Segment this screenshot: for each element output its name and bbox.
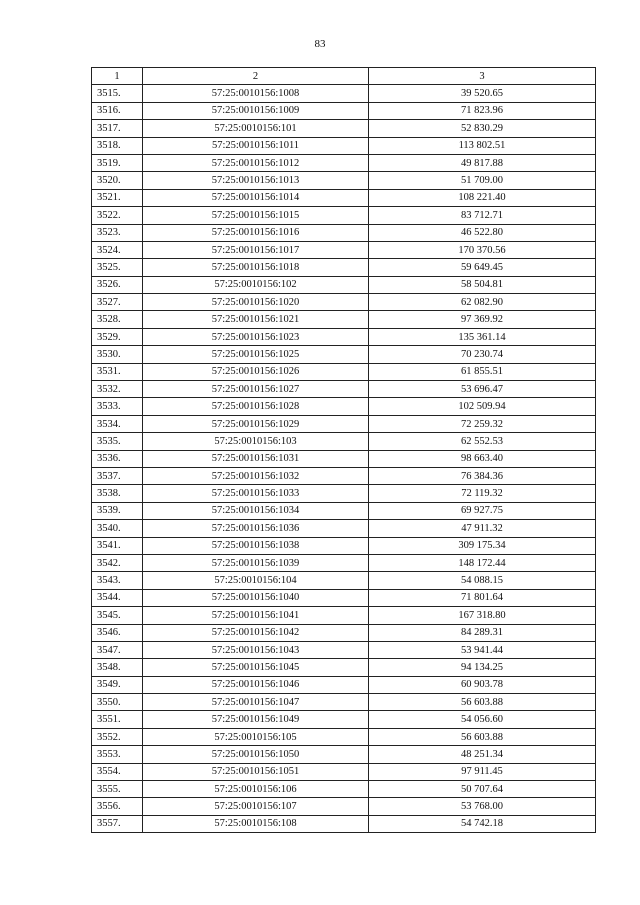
value-cell: 309 175.34 [369,537,596,554]
table-row [92,554,596,571]
column-header-cadastral-number: 2 [143,68,369,85]
table-row [92,172,596,189]
table-row [92,450,596,467]
row-index-cell: 3542. [92,554,143,571]
value-cell: 53 696.47 [369,381,596,398]
table-row [92,415,596,432]
row-index-cell: 3546. [92,624,143,641]
value-cell: 39 520.65 [369,85,596,102]
value-cell: 56 603.88 [369,728,596,745]
cadastral-number-cell: 57:25:0010156:104 [143,572,369,589]
value-cell: 170 370.56 [369,241,596,258]
table-row [92,311,596,328]
row-index-cell: 3535. [92,433,143,450]
value-cell: 72 259.32 [369,415,596,432]
cadastral-number-cell: 57:25:0010156:1031 [143,450,369,467]
row-index-cell: 3519. [92,154,143,171]
cadastral-number-cell: 57:25:0010156:1023 [143,328,369,345]
cadastral-number-cell: 57:25:0010156:107 [143,798,369,815]
row-index-cell: 3533. [92,398,143,415]
table-row [92,763,596,780]
row-index-cell: 3552. [92,728,143,745]
value-cell: 148 172.44 [369,554,596,571]
cadastral-number-cell: 57:25:0010156:1008 [143,85,369,102]
column-header-value: 3 [369,68,596,85]
cadastral-number-cell: 57:25:0010156:1036 [143,520,369,537]
table-row [92,137,596,154]
cadastral-number-cell: 57:25:0010156:1017 [143,241,369,258]
table-row [92,328,596,345]
row-index-cell: 3540. [92,520,143,537]
table-row [92,676,596,693]
cadastral-number-cell: 57:25:0010156:1050 [143,746,369,763]
cadastral-number-cell: 57:25:0010156:1042 [143,624,369,641]
value-cell: 47 911.32 [369,520,596,537]
table-row [92,798,596,815]
table-row [92,102,596,119]
cadastral-number-cell: 57:25:0010156:1011 [143,137,369,154]
cadastral-number-cell: 57:25:0010156:1033 [143,485,369,502]
row-index-cell: 3518. [92,137,143,154]
row-index-cell: 3541. [92,537,143,554]
table-row [92,189,596,206]
table-row [92,711,596,728]
table-row [92,694,596,711]
cadastral-number-cell: 57:25:0010156:1021 [143,311,369,328]
value-cell: 94 134.25 [369,659,596,676]
cadastral-number-cell: 57:25:0010156:1046 [143,676,369,693]
row-index-cell: 3547. [92,641,143,658]
value-cell: 53 768.00 [369,798,596,815]
value-cell: 54 088.15 [369,572,596,589]
value-cell: 46 522.80 [369,224,596,241]
value-cell: 84 289.31 [369,624,596,641]
table-row [92,294,596,311]
value-cell: 83 712.71 [369,207,596,224]
cadastral-number-cell: 57:25:0010156:1043 [143,641,369,658]
value-cell: 102 509.94 [369,398,596,415]
value-cell: 58 504.81 [369,276,596,293]
cadastral-number-cell: 57:25:0010156:102 [143,276,369,293]
table-row [92,781,596,798]
table-row [92,363,596,380]
row-index-cell: 3537. [92,467,143,484]
row-index-cell: 3530. [92,346,143,363]
row-index-cell: 3515. [92,85,143,102]
cadastral-number-cell: 57:25:0010156:1009 [143,102,369,119]
row-index-cell: 3544. [92,589,143,606]
row-index-cell: 3523. [92,224,143,241]
row-index-cell: 3531. [92,363,143,380]
cadastral-number-cell: 57:25:0010156:1049 [143,711,369,728]
table-row [92,589,596,606]
row-index-cell: 3521. [92,189,143,206]
cadastral-number-cell: 57:25:0010156:1040 [143,589,369,606]
value-cell: 62 082.90 [369,294,596,311]
table-row [92,520,596,537]
table-row [92,502,596,519]
cadastral-number-cell: 57:25:0010156:1034 [143,502,369,519]
value-cell: 72 119.32 [369,485,596,502]
value-cell: 51 709.00 [369,172,596,189]
cadastral-number-cell: 57:25:0010156:1026 [143,363,369,380]
row-index-cell: 3556. [92,798,143,815]
cadastral-number-cell: 57:25:0010156:1012 [143,154,369,171]
value-cell: 69 927.75 [369,502,596,519]
cadastral-number-cell: 57:25:0010156:1051 [143,763,369,780]
value-cell: 48 251.34 [369,746,596,763]
table-header-row [92,68,596,85]
table-row [92,276,596,293]
value-cell: 61 855.51 [369,363,596,380]
value-cell: 97 911.45 [369,763,596,780]
cadastral-number-cell: 57:25:0010156:1032 [143,467,369,484]
value-cell: 54 742.18 [369,815,596,832]
value-cell: 70 230.74 [369,346,596,363]
table-row [92,120,596,137]
page-number: 83 [314,38,326,50]
cadastral-number-cell: 57:25:0010156:1045 [143,659,369,676]
table-row [92,815,596,832]
cadastral-number-cell: 57:25:0010156:106 [143,781,369,798]
table-row [92,607,596,624]
table-row [92,381,596,398]
table-row [92,207,596,224]
table-row [92,624,596,641]
row-index-cell: 3527. [92,294,143,311]
column-header-index: 1 [92,68,143,85]
table-row [92,241,596,258]
cadastral-number-cell: 57:25:0010156:1018 [143,259,369,276]
cadastral-number-cell: 57:25:0010156:1028 [143,398,369,415]
table-row [92,728,596,745]
cadastral-number-cell: 57:25:0010156:1020 [143,294,369,311]
row-index-cell: 3550. [92,694,143,711]
cadastral-number-cell: 57:25:0010156:108 [143,815,369,832]
table-row [92,467,596,484]
row-index-cell: 3539. [92,502,143,519]
table-row [92,85,596,102]
table-row [92,572,596,589]
value-cell: 97 369.92 [369,311,596,328]
row-index-cell: 3538. [92,485,143,502]
value-cell: 54 056.60 [369,711,596,728]
cadastral-number-cell: 57:25:0010156:1025 [143,346,369,363]
row-index-cell: 3532. [92,381,143,398]
value-cell: 62 552.53 [369,433,596,450]
row-index-cell: 3549. [92,676,143,693]
row-index-cell: 3534. [92,415,143,432]
cadastral-number-cell: 57:25:0010156:1014 [143,189,369,206]
row-index-cell: 3517. [92,120,143,137]
cadastral-number-cell: 57:25:0010156:1038 [143,537,369,554]
row-index-cell: 3553. [92,746,143,763]
table-row [92,746,596,763]
cadastral-number-cell: 57:25:0010156:1015 [143,207,369,224]
cadastral-value-table [91,67,596,833]
cadastral-number-cell: 57:25:0010156:1029 [143,415,369,432]
value-cell: 76 384.36 [369,467,596,484]
row-index-cell: 3528. [92,311,143,328]
value-cell: 167 318.80 [369,607,596,624]
row-index-cell: 3516. [92,102,143,119]
table-row [92,346,596,363]
value-cell: 50 707.64 [369,781,596,798]
row-index-cell: 3536. [92,450,143,467]
cadastral-number-cell: 57:25:0010156:1039 [143,554,369,571]
cadastral-number-cell: 57:25:0010156:1027 [143,381,369,398]
row-index-cell: 3520. [92,172,143,189]
row-index-cell: 3543. [92,572,143,589]
row-index-cell: 3525. [92,259,143,276]
value-cell: 52 830.29 [369,120,596,137]
table-row [92,259,596,276]
value-cell: 59 649.45 [369,259,596,276]
row-index-cell: 3551. [92,711,143,728]
value-cell: 98 663.40 [369,450,596,467]
table-row [92,485,596,502]
table-row [92,537,596,554]
row-index-cell: 3545. [92,607,143,624]
table-body [92,85,596,833]
cadastral-number-cell: 57:25:0010156:103 [143,433,369,450]
table-row [92,433,596,450]
cadastral-number-cell: 57:25:0010156:1041 [143,607,369,624]
cadastral-number-cell: 57:25:0010156:1013 [143,172,369,189]
table-row [92,154,596,171]
cadastral-number-cell: 57:25:0010156:1016 [143,224,369,241]
value-cell: 60 903.78 [369,676,596,693]
row-index-cell: 3529. [92,328,143,345]
value-cell: 113 802.51 [369,137,596,154]
value-cell: 108 221.40 [369,189,596,206]
value-cell: 53 941.44 [369,641,596,658]
table-row [92,641,596,658]
table-row [92,224,596,241]
row-index-cell: 3522. [92,207,143,224]
cadastral-number-cell: 57:25:0010156:105 [143,728,369,745]
value-cell: 71 801.64 [369,589,596,606]
table-row [92,659,596,676]
table-row [92,398,596,415]
value-cell: 135 361.14 [369,328,596,345]
row-index-cell: 3524. [92,241,143,258]
row-index-cell: 3554. [92,763,143,780]
value-cell: 49 817.88 [369,154,596,171]
cadastral-number-cell: 57:25:0010156:1047 [143,694,369,711]
row-index-cell: 3555. [92,781,143,798]
cadastral-number-cell: 57:25:0010156:101 [143,120,369,137]
row-index-cell: 3548. [92,659,143,676]
row-index-cell: 3557. [92,815,143,832]
value-cell: 71 823.96 [369,102,596,119]
value-cell: 56 603.88 [369,694,596,711]
row-index-cell: 3526. [92,276,143,293]
